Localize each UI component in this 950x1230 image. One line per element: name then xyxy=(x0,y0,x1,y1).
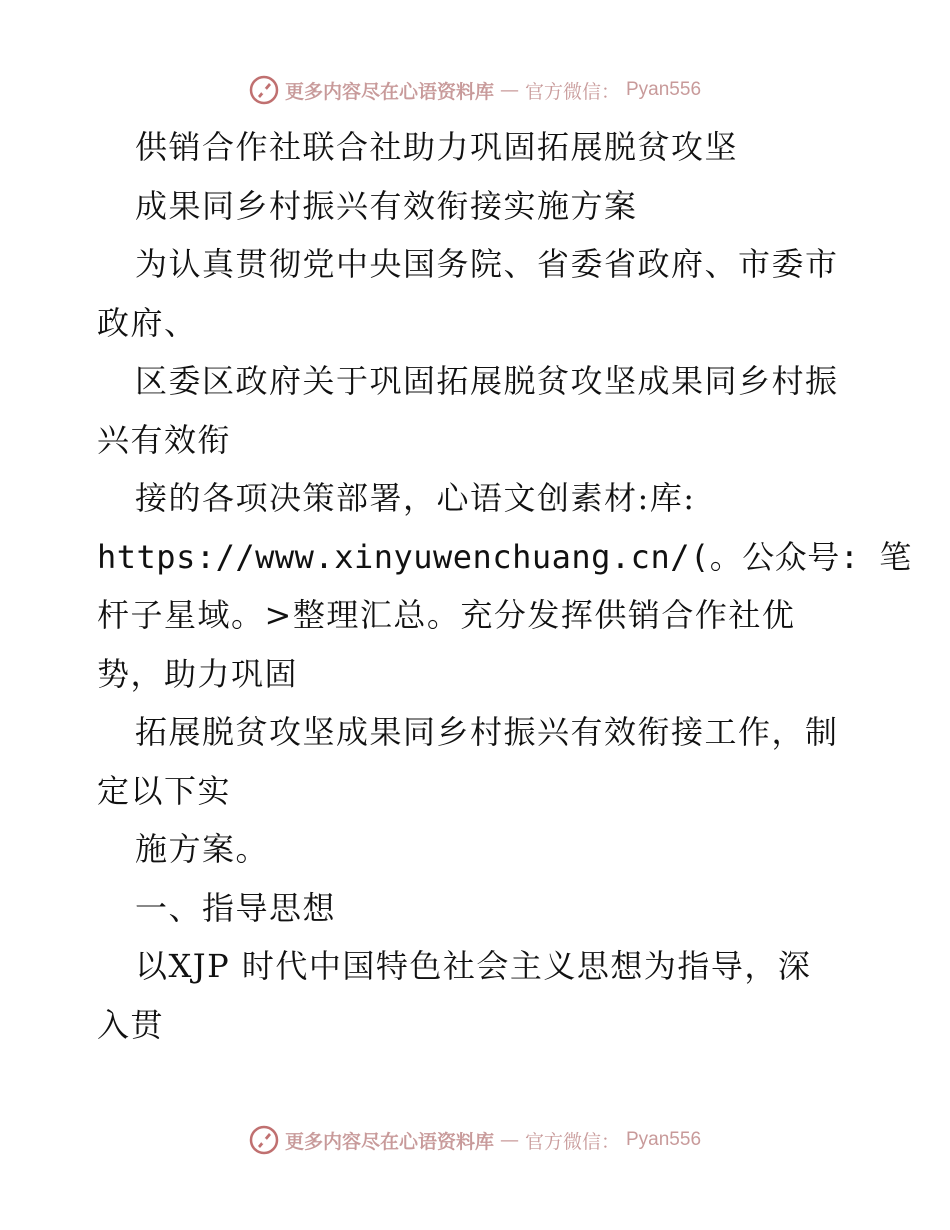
watermark-wechat-id: Pyan556 xyxy=(626,1129,702,1150)
doc-url-line: https://www.xinyuwenchuang.cn/(。公众号: 笔 xyxy=(97,537,912,576)
doc-paragraph-line: 兴有效衔 xyxy=(97,420,232,459)
watermark-dash: — xyxy=(499,1129,519,1151)
watermark-wechat-label: 官方微信： xyxy=(524,80,620,103)
watermark-wechat-id: Pyan556 xyxy=(626,79,702,100)
doc-paragraph-line: 杆子星域。>整理汇总。充分发挥供销合作社优 xyxy=(97,596,796,634)
footer-watermark xyxy=(0,1122,950,1158)
doc-paragraph-line: 定以下实 xyxy=(97,771,232,810)
doc-paragraph-line: 为认真贯彻党中央国务院、省委省政府、市委市 xyxy=(135,245,839,283)
doc-paragraph-line: 区委区政府关于巩固拓展脱贫攻坚成果同乡村振 xyxy=(135,362,839,400)
quill-logo-icon xyxy=(249,1125,279,1155)
watermark-wechat-label: 官方微信： xyxy=(524,1130,620,1153)
doc-paragraph-line: 施方案。 xyxy=(135,830,270,868)
doc-paragraph-line: 拓展脱贫攻坚成果同乡村振兴有效衔接工作，制 xyxy=(135,713,839,751)
doc-title-line-1: 供销合作社联合社助力巩固拓展脱贫攻坚 xyxy=(135,128,739,166)
doc-paragraph-line: 入贯 xyxy=(97,1005,165,1044)
quill-logo-icon xyxy=(249,75,279,105)
doc-paragraph-line: 接的各项决策部署，心语文创素材:库: xyxy=(135,479,696,517)
watermark-main-text: 更多内容尽在心语资料库 xyxy=(284,80,494,103)
doc-section-heading: 一、指导思想 xyxy=(135,888,337,927)
doc-paragraph-line: 势，助力巩固 xyxy=(97,654,299,693)
watermark-dash: — xyxy=(499,79,519,101)
doc-paragraph-line: 政府、 xyxy=(97,303,198,342)
document-body xyxy=(97,118,912,1054)
doc-paragraph-line: 以XJP 时代中国特色社会主义思想为指导，深 xyxy=(135,947,812,985)
watermark-main-text: 更多内容尽在心语资料库 xyxy=(284,1130,494,1153)
header-watermark xyxy=(0,72,950,108)
doc-title-line-2: 成果同乡村振兴有效衔接实施方案 xyxy=(135,186,638,225)
